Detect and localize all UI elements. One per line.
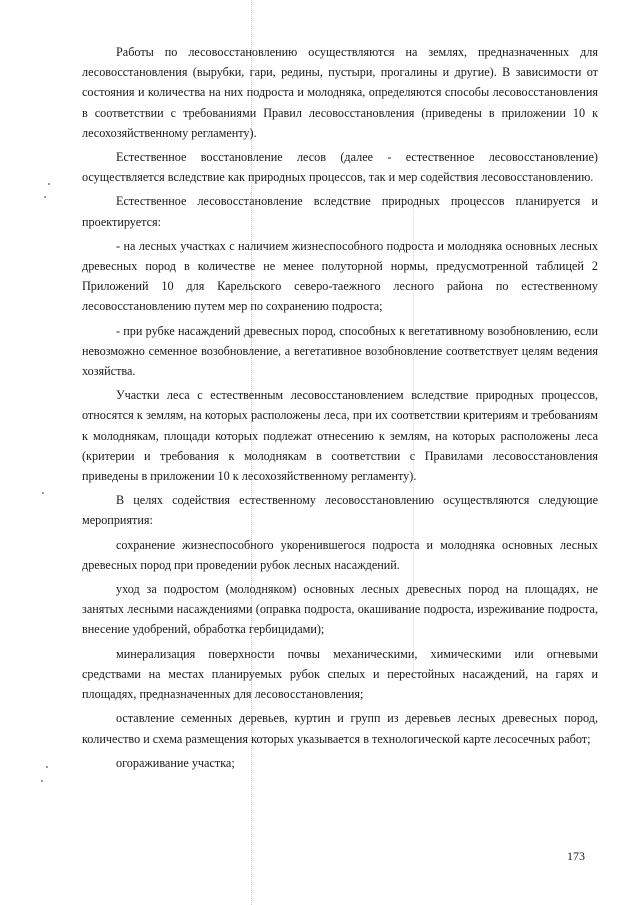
scan-speck (42, 492, 44, 494)
scan-speck (48, 183, 50, 185)
paragraph: Участки леса с естественным лесовосстановлением вследствие природных процессов, относятся к землям, на которых расположены леса, при их соответствии критериям и требованиям к молоднякам, площади которых подлежат отнесению к землям, на которых расположены леса (критерии и требования к молоднякам в соответствии с Правилами лесовосстановления приведены в приложении 10 к лесохозяйственному регламенту). (82, 388, 598, 484)
list-item: - при рубке насаждений древесных пород, способных к вегетативному возобновлению, если невозможно семенное возобновление, а вегетативное возобновление соответствует целям ведения хозяйства. (82, 323, 598, 379)
list-item: огораживание участка; (116, 755, 235, 770)
list-item: минерализация поверхности почвы механическими, химическими или огневыми средствами на местах планируемых рубок спелых и перестойных насаждений, на гарях и площадях, предназначенных для лесовосстановления; (82, 646, 598, 702)
paragraph: Естественное лесовосстановление вследствие природных процессов планируется и проектируется: (82, 194, 598, 229)
body-text (82, 42, 598, 777)
paragraph: Естественное восстановление лесов (далее - естественное лесовосстановление) осуществляется вследствие как природных процессов, так и мер содействия лесовосстановлению. (82, 150, 598, 185)
page-number: 173 (567, 849, 585, 863)
paragraph: В целях содействия естественному лесовосстановлению осуществляются следующие мероприятия: (82, 493, 598, 528)
scan-speck (46, 766, 48, 768)
list-item: сохранение жизнеспособного укоренившегося подроста и молодняка основных лесных древесных пород при проведении рубок лесных насаждений. (82, 537, 598, 572)
scan-speck (41, 780, 43, 782)
list-item: уход за подростом (молодняком) основных лесных древесных пород на площадях, не занятых лесными насаждениями (оправка подроста, окашивание подроста, изреживание подроста, внесение удобрений, обработка гербицидами); (82, 582, 598, 637)
list-item: оставление семенных деревьев, куртин и групп из деревьев лесных древесных пород, количество и схема размещения которых указывается в технологической карте лесосечных работ; (82, 711, 598, 746)
scan-speck (44, 196, 46, 198)
paragraph: Работы по лесовосстановлению осуществляются на землях, предназначенных для лесовосстановления (вырубки, гари, редины, пустыри, прогалины и другие). В зависимости от состояния и количества на них подроста и молодняка, определяются способы лесовосстановления в соответствии с требованиями Правил лесовосстановления (приведены в приложении 10 к лесохозяйственному регламенту). (82, 45, 598, 140)
list-item: - на лесных участках с наличием жизнеспособного подроста и молодняка основных лесных древесных пород в количестве не менее полуторной нормы, предусмотренной таблицей 2 Приложений 10 для Карельского северо-таежного лесного района по естественному лесовосстановлению путем мер по сохранению подроста; (82, 238, 598, 314)
